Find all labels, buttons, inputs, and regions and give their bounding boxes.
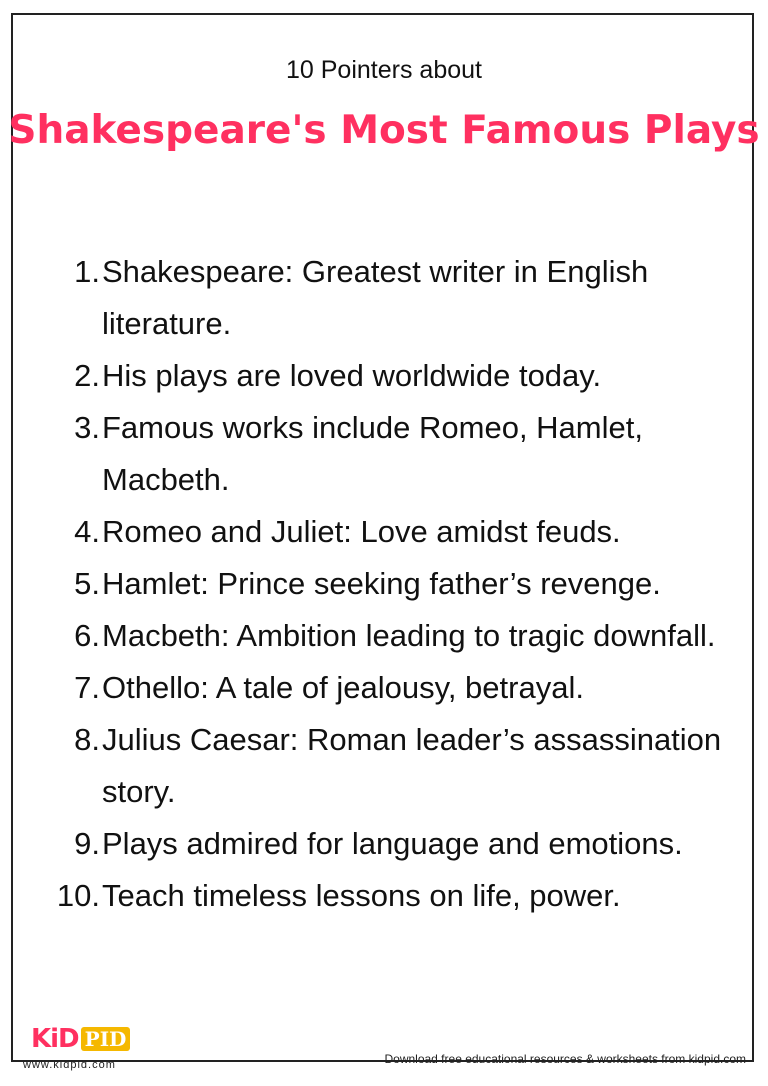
kidpid-logo — [31, 1024, 130, 1054]
item-text: Famous works include Romeo, Hamlet, Macbeth. — [102, 410, 643, 497]
item-number: 9. — [74, 826, 100, 861]
item-text: Plays admired for language and emotions. — [102, 826, 683, 861]
item-text: Othello: A tale of jealousy, betrayal. — [102, 670, 584, 705]
logo-kid: KiD — [31, 1024, 79, 1054]
website-url[interactable]: www.kidpid.com — [23, 1059, 116, 1071]
item-text: Romeo and Juliet: Love amidst feuds. — [102, 514, 621, 549]
item-number: 4. — [74, 514, 100, 549]
list-item — [30, 402, 730, 506]
item-number: 6. — [74, 618, 100, 653]
list-item — [30, 818, 730, 870]
item-number: 8. — [74, 722, 100, 757]
item-number: 10. — [56, 878, 100, 913]
item-text: Hamlet: Prince seeking father’s revenge. — [102, 566, 661, 601]
item-text: Julius Caesar: Roman leader’s assassination story. — [102, 722, 722, 809]
logo-pid: PID — [81, 1027, 131, 1051]
pointer-list — [30, 246, 730, 922]
footer-note: Download free educational resources & worksheets from kidpid.com — [384, 1052, 746, 1066]
item-text: Shakespeare: Greatest writer in English literature. — [102, 254, 649, 341]
page-title: Shakespeare's Most Famous Plays — [8, 108, 760, 153]
item-text: Macbeth: Ambition leading to tragic downfall. — [102, 618, 716, 653]
item-number: 3. — [74, 410, 100, 445]
list-item — [30, 506, 730, 558]
item-number: 5. — [74, 566, 100, 601]
item-number: 1. — [74, 254, 100, 289]
item-number: 2. — [74, 358, 100, 393]
item-number: 7. — [74, 670, 100, 705]
list-item — [30, 870, 730, 922]
list-item — [30, 610, 730, 662]
list-item — [30, 662, 730, 714]
list-item — [30, 714, 730, 818]
item-text: Teach timeless lessons on life, power. — [102, 878, 621, 913]
subtitle: 10 Pointers about — [286, 56, 482, 84]
list-item — [30, 558, 730, 610]
list-item — [30, 246, 730, 350]
item-text: His plays are loved worldwide today. — [102, 358, 602, 393]
list-item — [30, 350, 730, 402]
